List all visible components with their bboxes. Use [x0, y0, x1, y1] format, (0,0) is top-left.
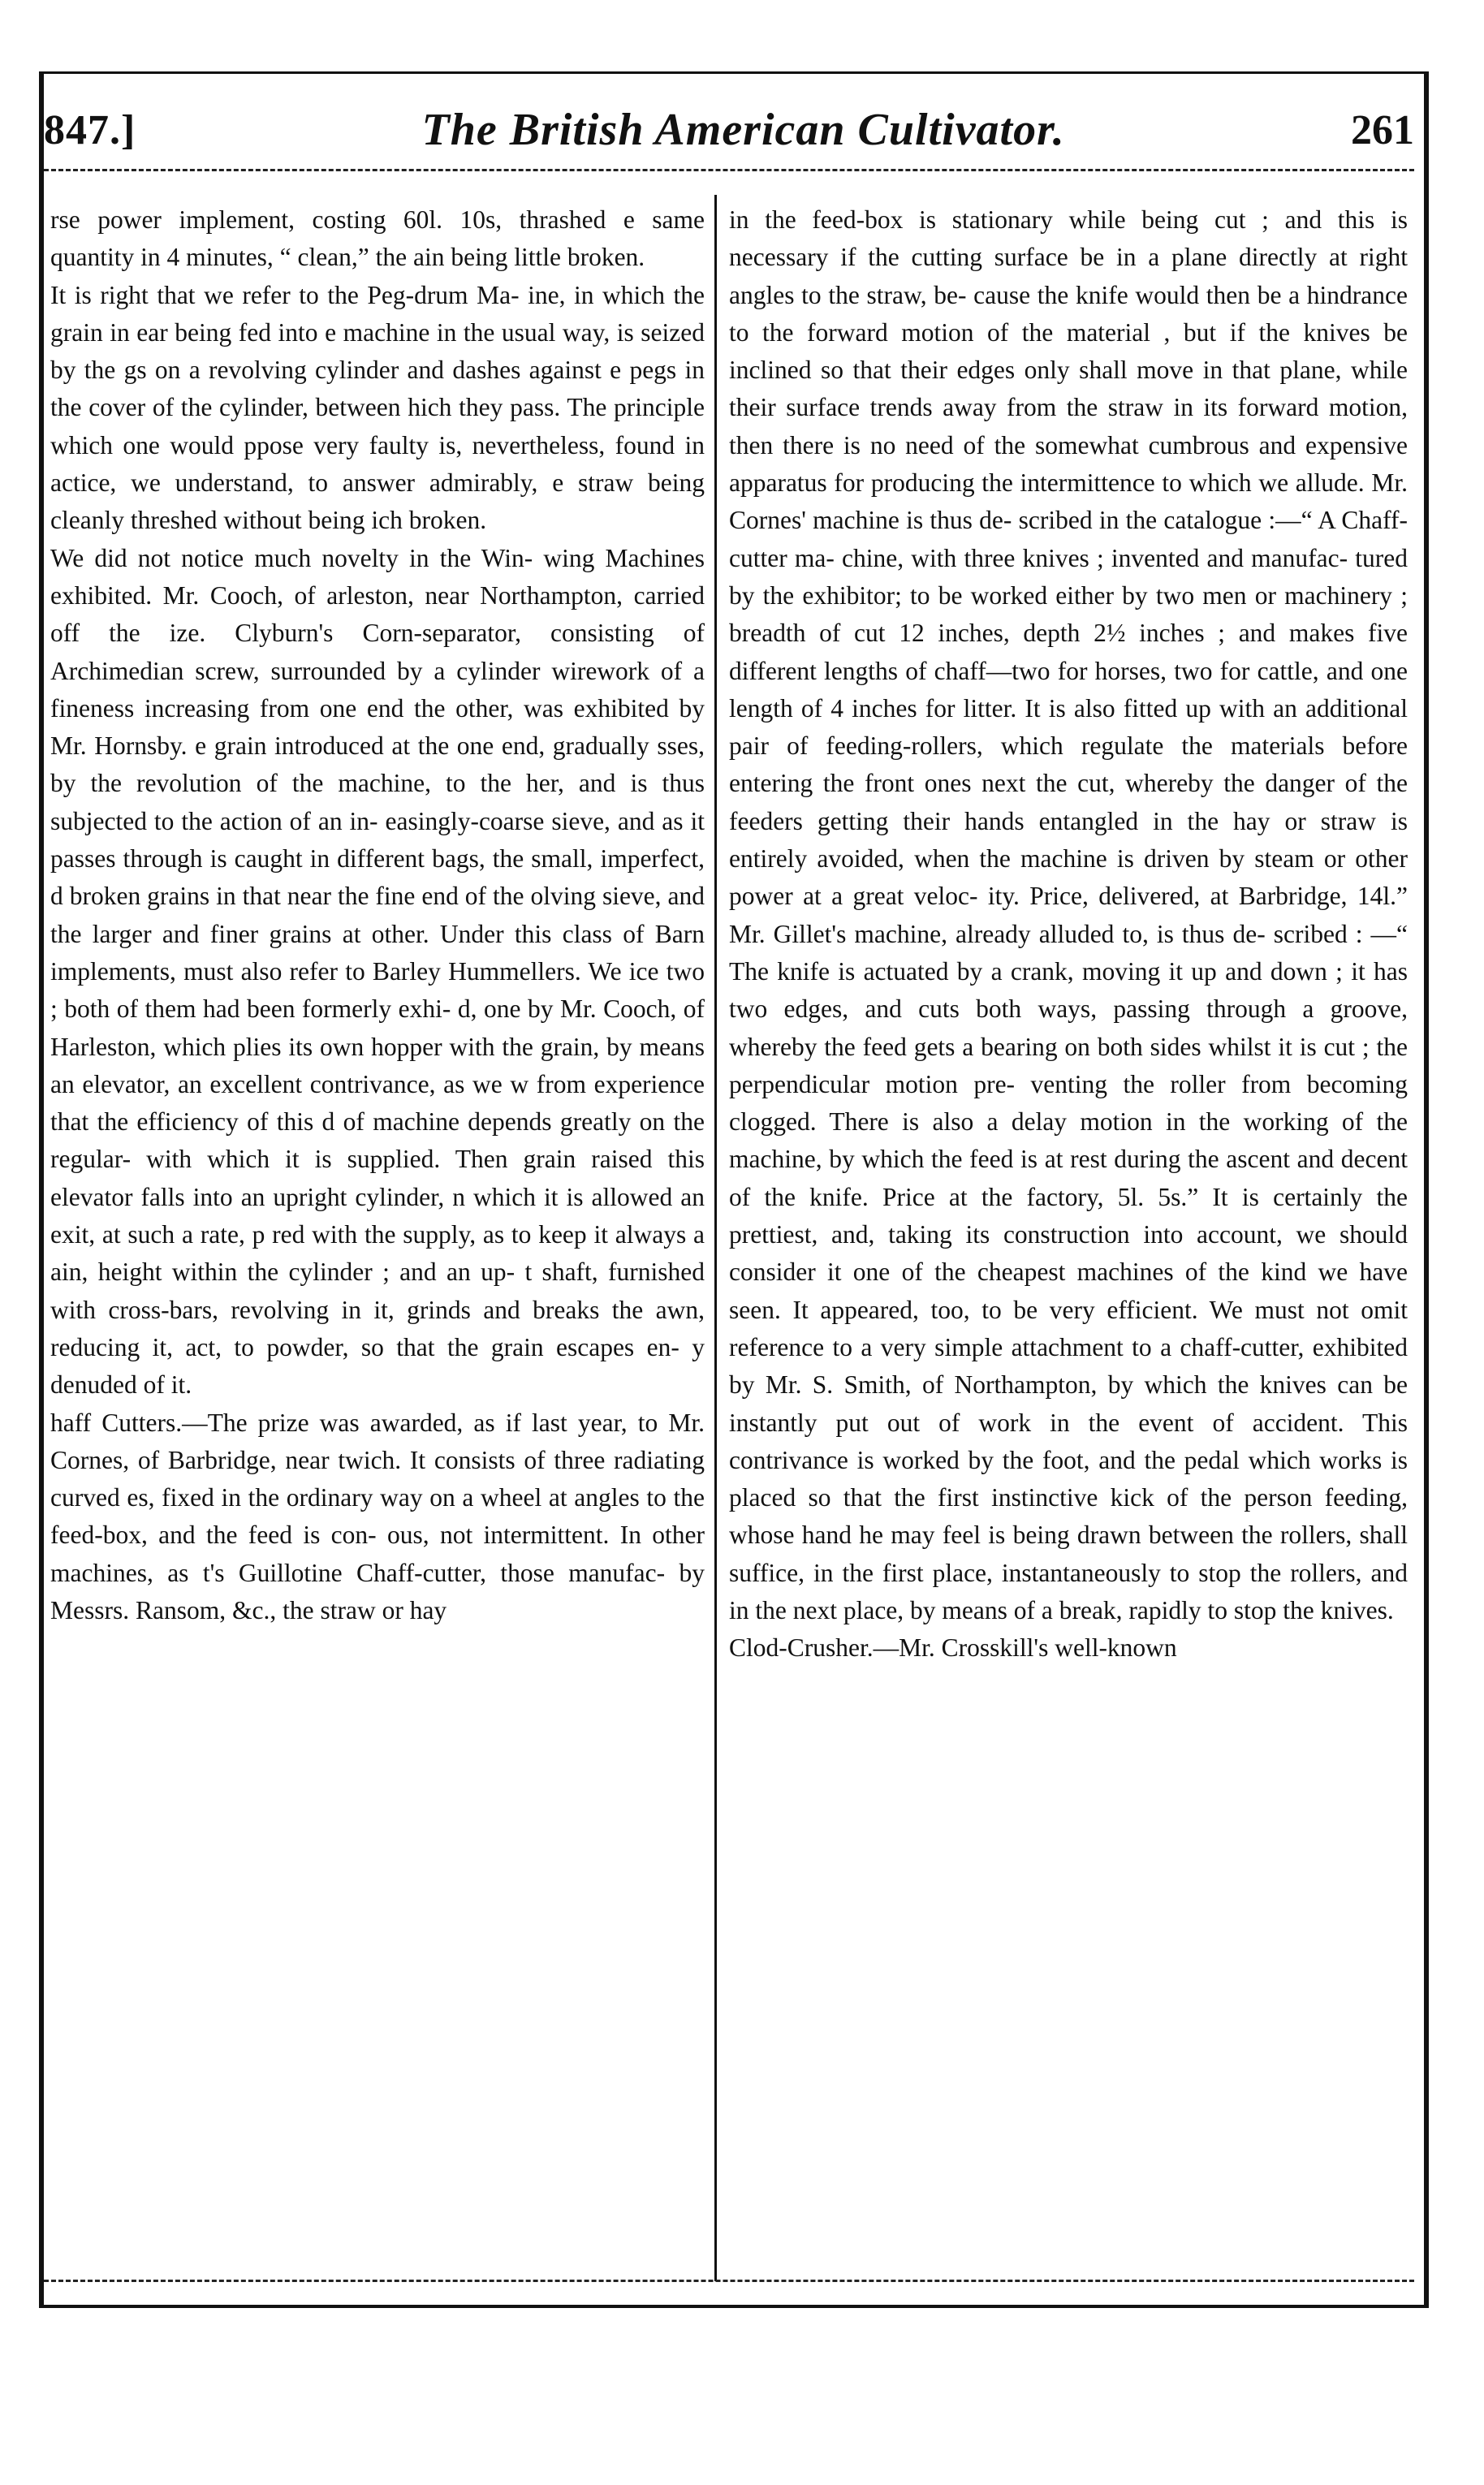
right-paragraph-1: in the feed-box is stationary while being cut ; and this is necessary if the cutting surface be in a plane directly at right angles to the straw, be- cause the knife would then be a hindrance to the forward motion of the material , but if the knives be inclined so that their edges only shall move in that plane, while their surface trends away from the straw in its forward motion, then there is no need of the somewhat cumbrous and expensive apparatus for producing the intermittence to which we allude. Mr. Cornes' machine is thus de- scribed in the catalogue :—“ A Chaff-cutter ma- chine, with three knives ; invented and manufac- tured by the exhibitor; to be worked either by two men or machinery ; breadth of cut 12 inches, depth 2½ inches ; and makes five different lengths of chaff—two for horses, two for cattle, and one length of 4 inches for litter. It is also fitted up with an additional pair of feeding-rollers, which regulate the materials before entering the front ones next the cut, whereby the danger of the feeders getting their hands entangled in the hay or straw is entirely avoided, when the machine is driven by steam or other power at a great veloc- ity. Price, delivered, at Barbridge, 14l.” Mr. Gillet's machine, already alluded to, is thus de- scribed : —“ The knife is actuated by a crank, moving it up and down ; it has two edges, and cuts both ways, passing through a groove, whereby the feed gets a bearing on both sides whilst it is cut ; the perpendicular motion pre- venting the roller from becoming clogged. There is also a delay motion in the working of the machine, by which the feed is at rest during the ascent and decent of the knife. Price at the factory, 5l. 5s.” It is certainly the prettiest, and, taking its construction into account, we should consider it one of the cheapest machines of the kind we have seen. It appeared, too, to be very efficient. We must not omit reference to a very simple attachment to a chaff-cutter, exhibited by Mr. S. Smith, of Northampton, by which the knives can be instantly put out of work in the event of accident. This contrivance is worked by the foot, and the pedal which works is placed so that the first instinctive kick of the person feeding, whose hand he may feel is being drawn between the rollers, shall suffice, in the first place, instantaneously to stop the rollers, and in the next place, by means of a break, rapidly to stop the knives. [729, 205, 1408, 1624]
left-paragraph-2: It is right that we refer to the Peg-drum Ma- ine, in which the grain in ear being fed into e machine in the usual way, is seized by the gs on a revolving cylinder and dashes against e pegs in the cover of the cylinder, between hich they pass. The principle which one would ppose very faulty is, nevertheless, found in actice, we understand, to answer admirably, e straw being cleanly threshed without being ich broken. [50, 280, 705, 535]
left-column [50, 201, 705, 1629]
footer-rule [44, 2280, 1414, 2282]
right-column [729, 201, 1408, 1667]
left-paragraph-3: We did not notice much novelty in the Win- wing Machines exhibited. Mr. Cooch, of arleston, near Northampton, carried off the ize. Clyburn's Corn-separator, consisting of Archimedian screw, surrounded by a cylinder wirework of a fineness increasing from one end the other, was exhibited by Mr. Hornsby. e grain introduced at the one end, gradually sses, by the revolution of the machine, to the her, and is thus subjected to the action of an in- easingly-coarse sieve, and as it passes through is caught in different bags, the small, imperfect, d broken grains in that near the fine end of the olving sieve, and the larger and finer grains at other. Under this class of Barn implements, must also refer to Barley Hummellers. We ice two ; both of them had been formerly exhi- d, one by Mr. Cooch, of Harleston, which plies its own hopper with the grain, by means an elevator, an excellent contrivance, as we w from experience that the efficiency of this d of machine depends greatly on the regular- with which it is supplied. Then grain raised this elevator falls into an upright cylinder, n which it is allowed an exit, at such a rate, p red with the supply, as to keep it always a ain, height within the cylinder ; and an up- t shaft, furnished with cross-bars, revolving in it, grinds and breaks the awn, reducing it, act, to powder, so that the grain escapes en- y denuded of it. [50, 543, 705, 1400]
left-paragraph-1: rse power implement, costing 60l. 10s, thrashed e same quantity in 4 minutes, “ clean,” the ain being little broken. [50, 205, 705, 272]
header-year: 847.] [44, 106, 136, 153]
publication-title: The British American Cultivator. [421, 105, 1065, 155]
page-header [44, 97, 1414, 162]
page-number: 261 [1351, 106, 1414, 153]
column-divider [714, 195, 717, 2281]
left-paragraph-4: haff Cutters.—The prize was awarded, as if last year, to Mr. Cornes, of Barbridge, near twich. It consists of three radiating curved es, fixed in the ordinary way on a wheel at angles to the feed-box, and the feed is con- ous, not intermittent. In other machines, as t's Guillotine Chaff-cutter, those manufac- by Messrs. Ransom, &c., the straw or hay [50, 1408, 705, 1624]
right-paragraph-2: Clod-Crusher.—Mr. Crosskill's well-known [729, 1633, 1177, 1663]
header-rule [44, 169, 1414, 171]
